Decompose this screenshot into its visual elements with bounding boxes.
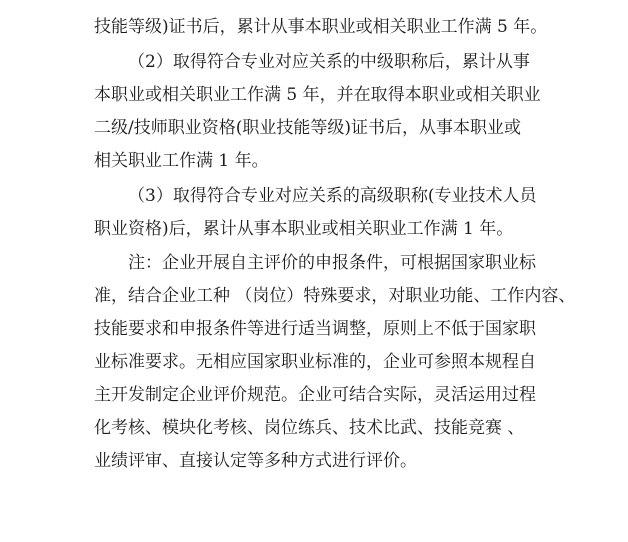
text-line: 业标准要求。无相应国家职业标准的，企业可参照本规程自 <box>94 352 536 372</box>
text-line: （2）取得符合专业对应关系的中级职称后，累计从事 <box>128 52 530 72</box>
text-line: 化考核、模块化考核、岗位练兵、技术比武、技能竞赛 、 <box>94 418 525 438</box>
text-line: 注：企业开展自主评价的申报条件，可根据国家职业标 <box>128 253 536 273</box>
text-line: 准，结合企业工种 （岗位）特殊要求，对职业功能、工作内容、 <box>94 286 576 306</box>
text-line: 技能要求和申报条件等进行适当调整，原则上不低于国家职 <box>94 319 536 339</box>
text-line: 相关职业工作满 1 年。 <box>94 151 269 171</box>
text-line: 职业资格)后，累计从事本职业或相关职业工作满 1 年。 <box>94 219 514 239</box>
text-line: 主开发制定企业评价规范。企业可结合实际，灵活运用过程 <box>94 385 536 405</box>
text-line: 技能等级)证书后，累计从事本职业或相关职业工作满 5 年。 <box>94 17 548 37</box>
text-line: （3）取得符合专业对应关系的高级职称(专业技术人员 <box>128 186 537 206</box>
text-line: 业绩评审、直接认定等多种方式进行评价。 <box>94 451 417 471</box>
text-line: 二级/技师职业资格(职业技能等级)证书后，从事本职业或 <box>94 118 521 138</box>
text-line: 本职业或相关职业工作满 5 年，并在取得本职业或相关职业 <box>94 85 541 105</box>
